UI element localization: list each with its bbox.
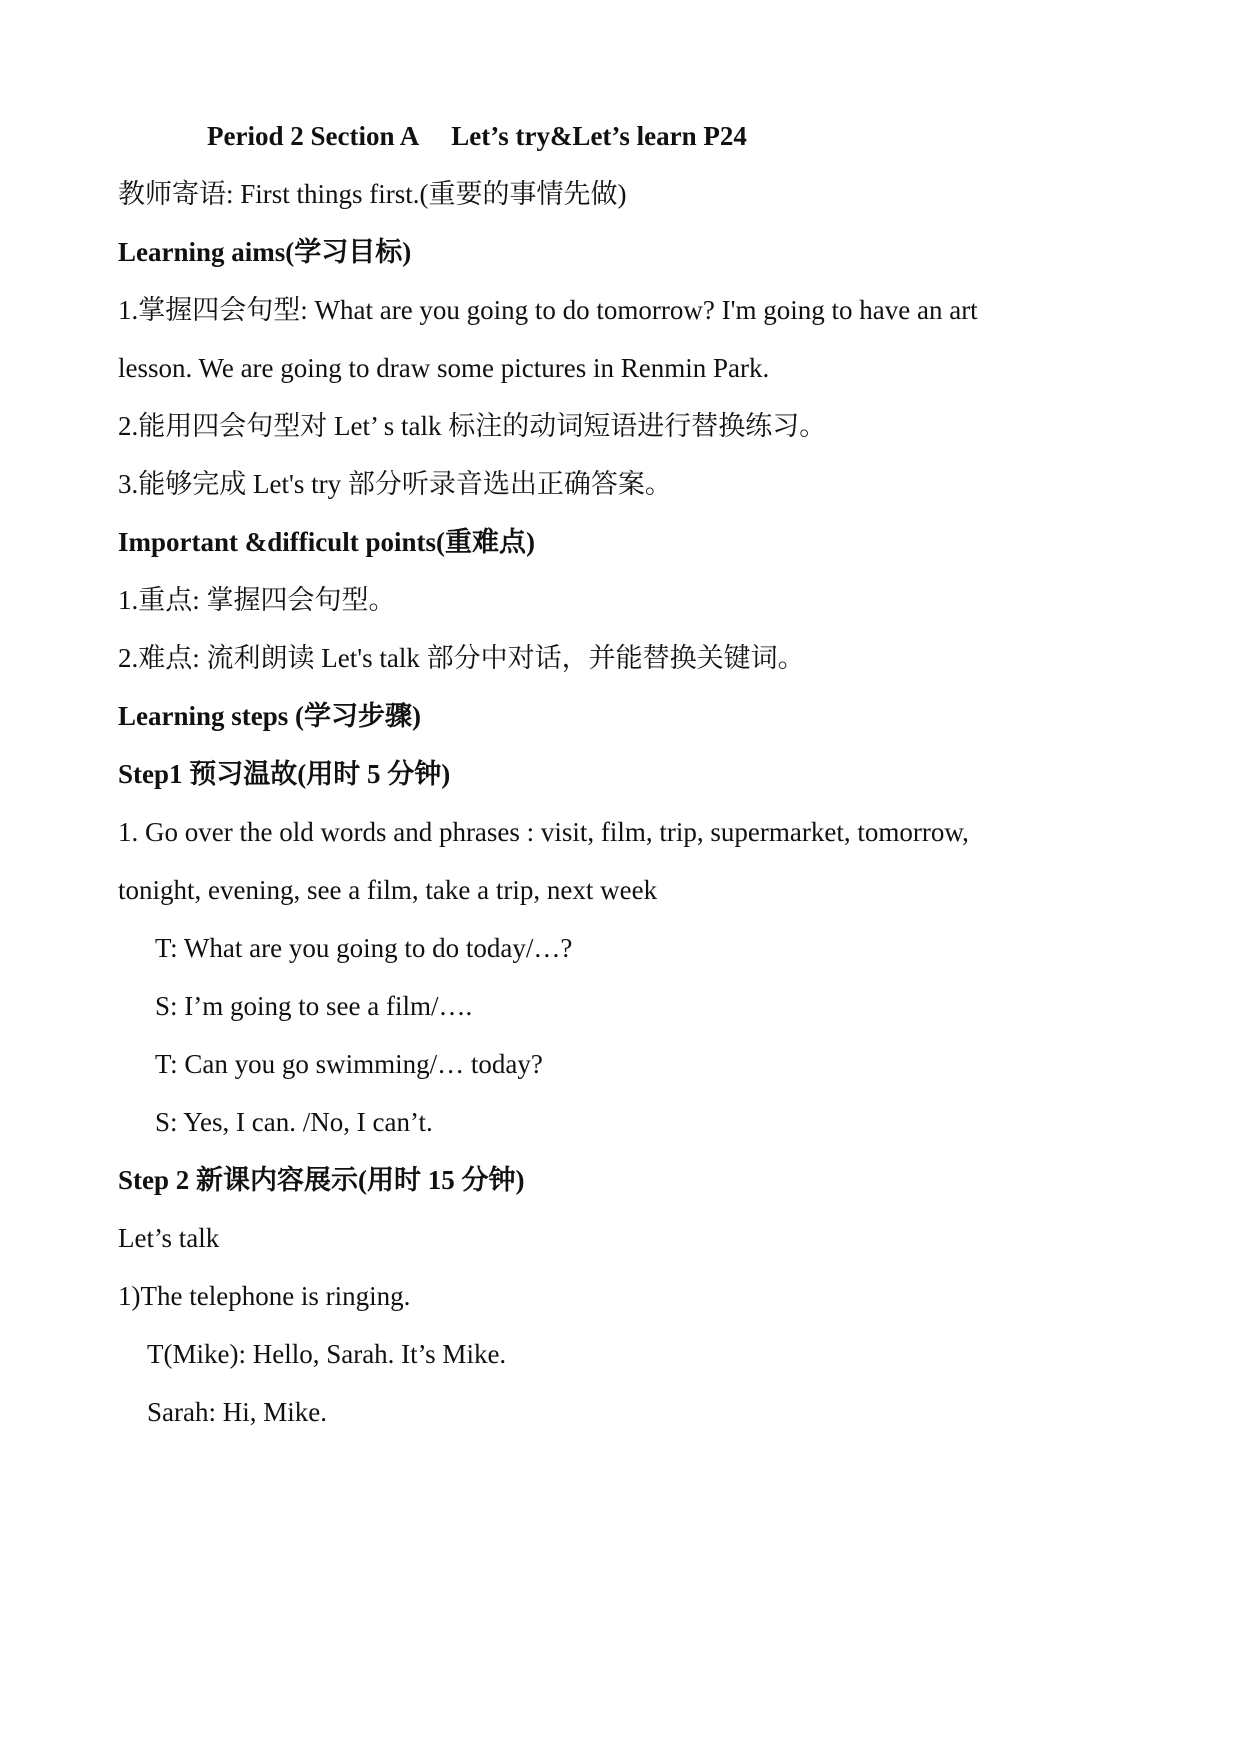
learning-aim-2: 2.能用四会句型对 Let’ s talk 标注的动词短语进行替换练习。 xyxy=(118,411,827,441)
page-title xyxy=(207,118,747,154)
step2-heading: Step 2 新课内容展示(用时 15 分钟) xyxy=(118,1165,525,1195)
learning-aims-heading: Learning aims(学习目标) xyxy=(118,237,412,267)
teacher-note: 教师寄语: First things first.(重要的事情先做) xyxy=(118,179,627,209)
important-point-1: 1.重点: 掌握四会句型。 xyxy=(118,585,396,615)
important-points-heading: Important &difficult points(重难点) xyxy=(118,527,535,557)
step1-dialog-line: T: Can you go swimming/… today? xyxy=(155,1049,543,1079)
step1-dialog-line: S: I’m going to see a film/…. xyxy=(155,991,473,1021)
step2-subheading: Let’s talk xyxy=(118,1223,220,1253)
step1-heading: Step1 预习温故(用时 5 分钟) xyxy=(118,759,451,789)
step2-item1: 1)The telephone is ringing. xyxy=(118,1281,411,1311)
title-part-1: Period 2 Section A xyxy=(207,121,420,151)
learning-steps-heading: Learning steps (学习步骤) xyxy=(118,701,421,731)
step1-dialog-line: S: Yes, I can. /No, I can’t. xyxy=(155,1107,433,1137)
step1-dialog-line: T: What are you going to do today/…? xyxy=(155,933,573,963)
step2-dialog-line: T(Mike): Hello, Sarah. It’s Mike. xyxy=(147,1339,507,1369)
learning-aim-1-line-1: 1.掌握四会句型: What are you going to do tomorrow? I'm going to have an art xyxy=(118,295,978,325)
learning-aim-3: 3.能够完成 Let's try 部分听录音选出正确答案。 xyxy=(118,469,672,499)
step1-item1-line-2: tonight, evening, see a film, take a trip, next week xyxy=(118,875,658,905)
step1-item1-line-1: 1. Go over the old words and phrases : visit, film, trip, supermarket, tomorrow, xyxy=(118,817,969,847)
step2-dialog-line: Sarah: Hi, Mike. xyxy=(147,1397,327,1427)
important-point-2: 2.难点: 流利朗读 Let's talk 部分中对话，并能替换关键词。 xyxy=(118,643,805,673)
title-part-2: Let’s try&Let’s learn P24 xyxy=(451,121,747,151)
learning-aim-1-line-2: lesson. We are going to draw some pictures in Renmin Park. xyxy=(118,353,770,383)
